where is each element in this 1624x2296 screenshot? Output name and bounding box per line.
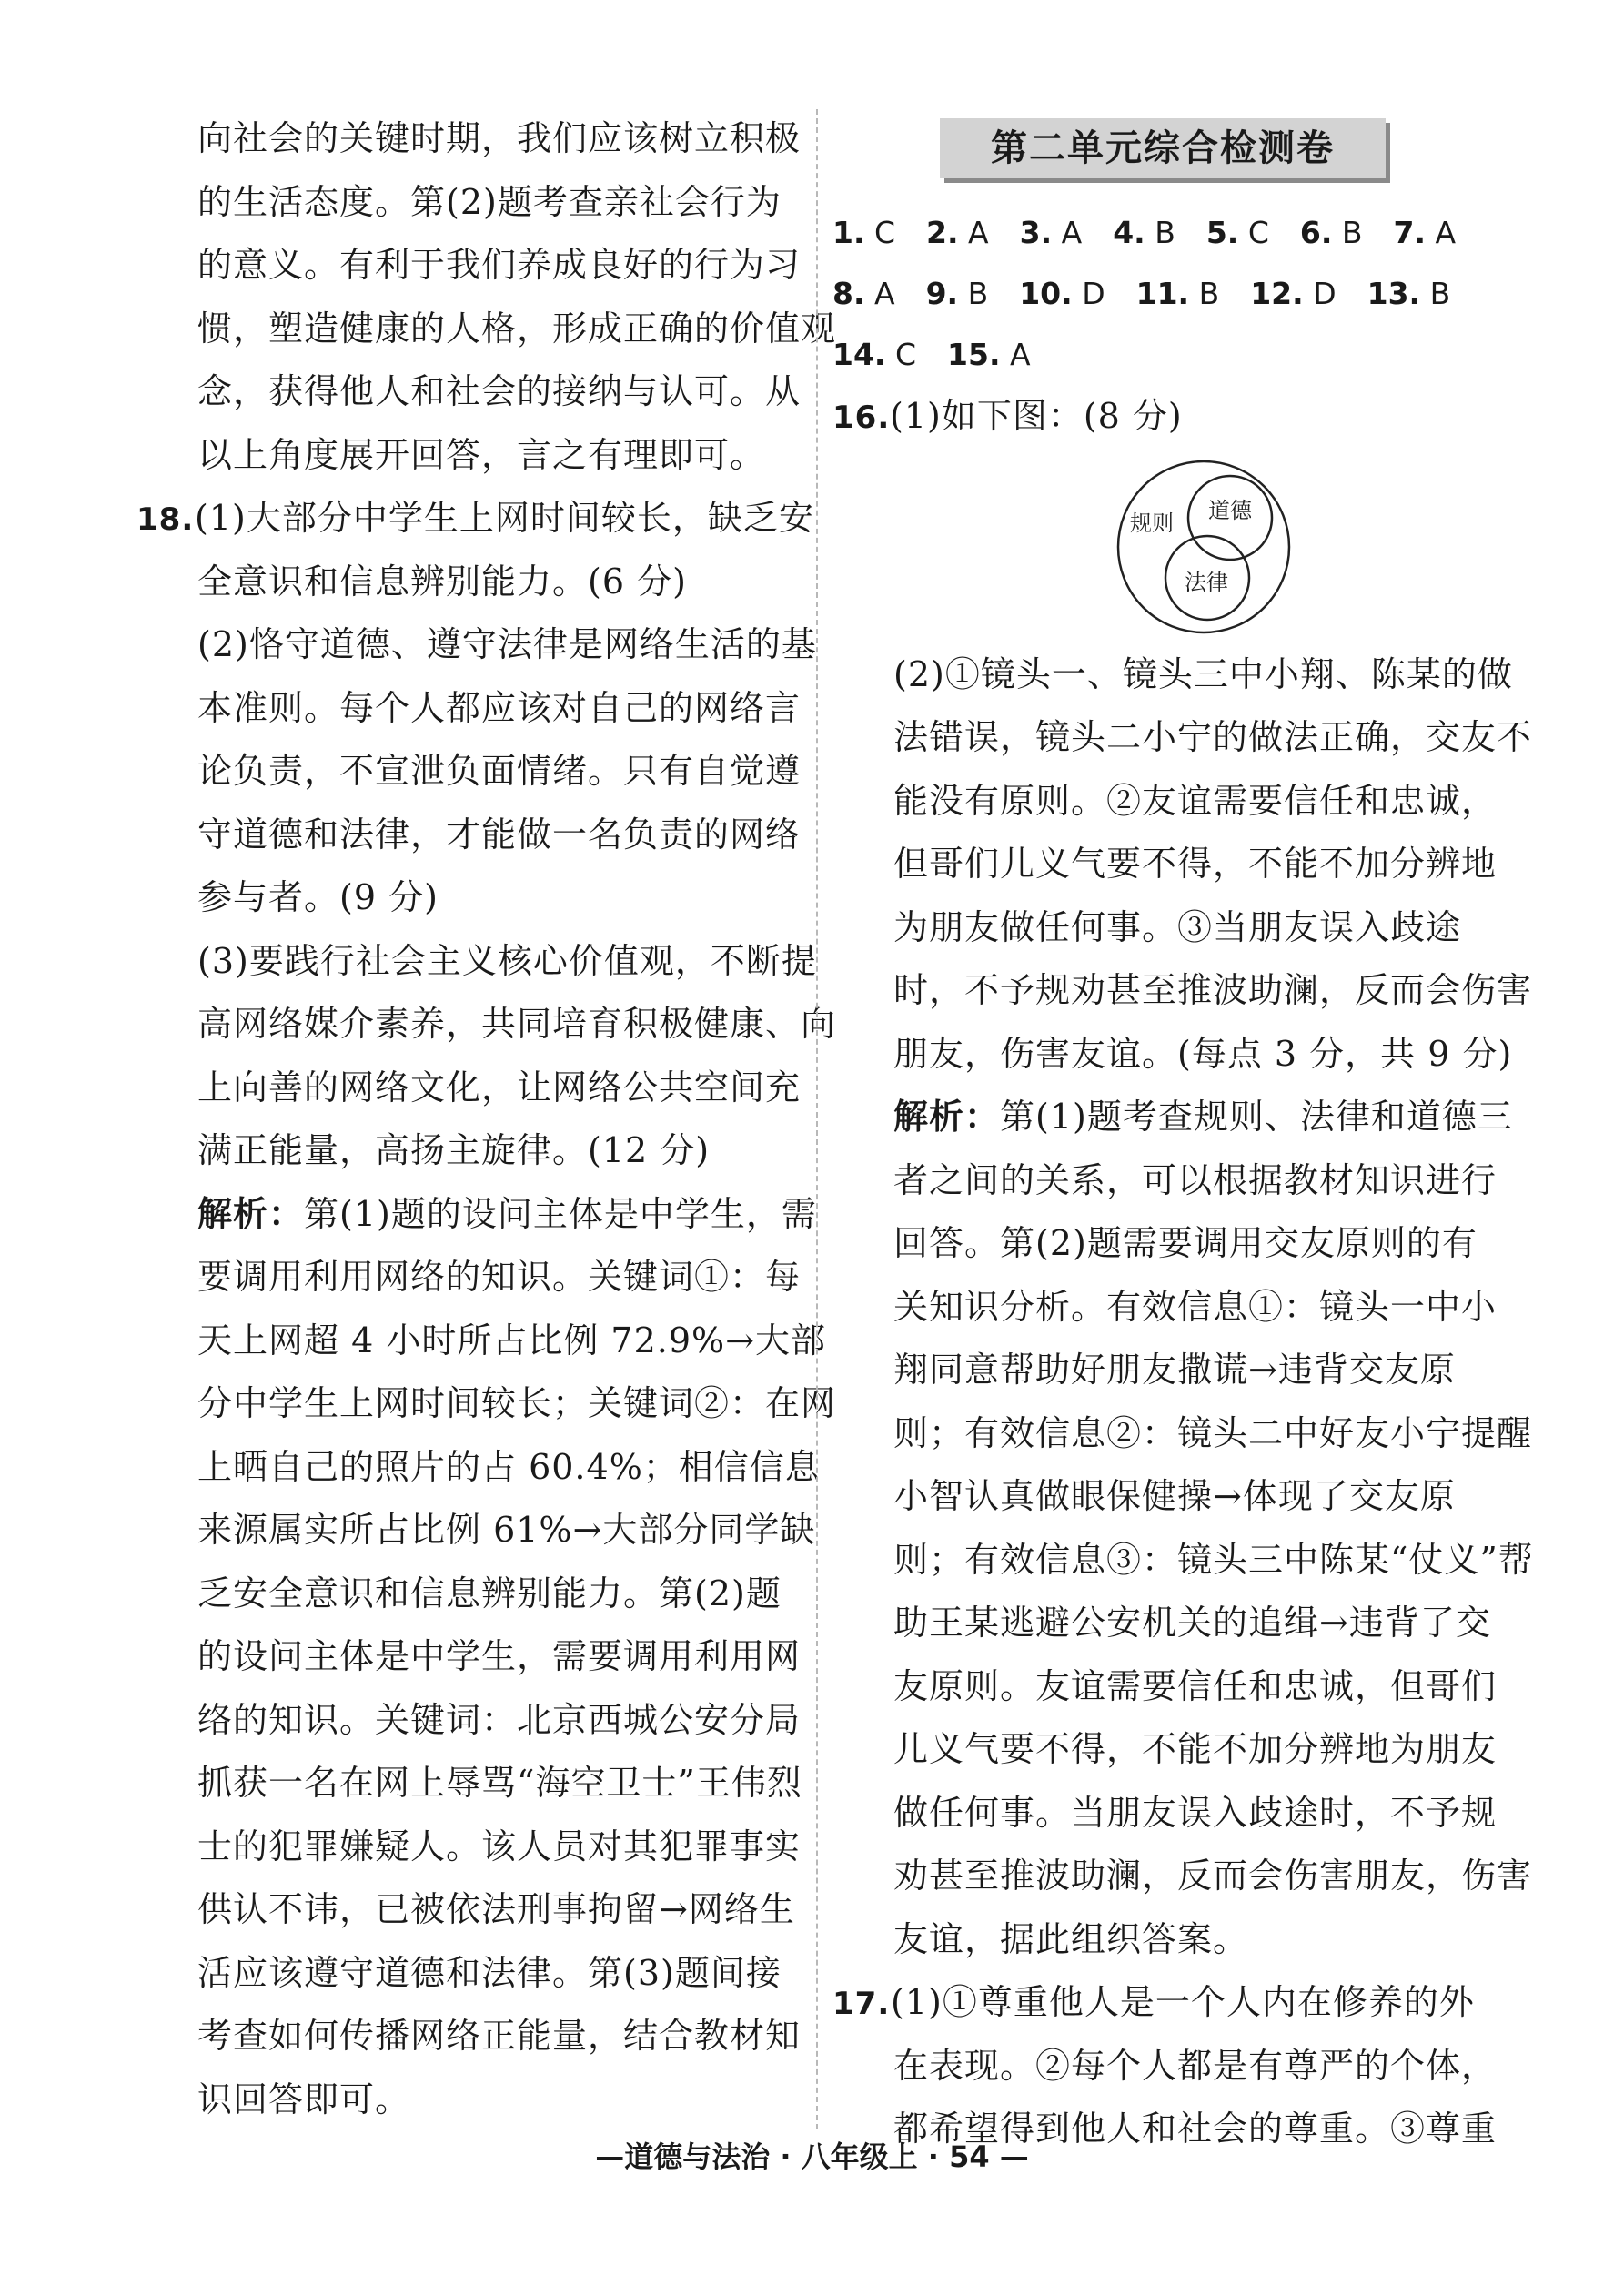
line-text: 供认不讳，已被依法刑事拘留→网络生: [197, 1889, 795, 1929]
text-line: [136, 1372, 837, 1436]
text-line: [136, 1057, 801, 1120]
answer-choice: A: [1061, 215, 1083, 250]
line-text: 助王某逃避公安机关的追缉→违背了交: [893, 1603, 1491, 1643]
line-text: 朋友，伤害友谊。(每点 3 分，共 9 分): [893, 1033, 1513, 1074]
line-text: 法错误，镜头二小宁的做法正确，交友不: [893, 717, 1533, 757]
text-line: [136, 1942, 801, 2006]
label-law: 法律: [1185, 569, 1228, 595]
venn-svg: [1110, 458, 1301, 640]
answer-item: [1019, 263, 1105, 324]
text-line: [136, 1119, 801, 1183]
text-line: [832, 643, 1513, 707]
answer-choice: B: [1429, 276, 1451, 311]
text-line: [832, 1655, 1498, 1719]
answer-number: 5.: [1205, 215, 1239, 250]
answer-item: [947, 324, 1031, 385]
line-text: 时，不予规劝甚至推波助澜，反而会伤害: [893, 970, 1533, 1010]
text-line: [136, 107, 801, 171]
line-text: 来源属实所占比例 61%→大部分同学缺: [197, 1510, 816, 1550]
line-text: 者之间的关系，可以根据教材知识进行: [893, 1159, 1498, 1200]
text-line: [136, 551, 801, 614]
line-text: 上向善的网络文化，让网络公共空间充: [197, 1067, 802, 1108]
line-text: 守道德和法律，才能做一名负责的网络: [197, 814, 802, 855]
text-line: [136, 613, 817, 677]
text-line: [832, 2035, 1498, 2099]
line-text: 翔同意帮助好朋友撒谎→违背交友原: [893, 1350, 1456, 1390]
line-text: 友谊，据此组织答案。: [893, 1918, 1249, 1959]
line-text: 都希望得到他人和社会的尊重。③尊重: [893, 2109, 1498, 2149]
text-line: [832, 1971, 1492, 2035]
text-line: [832, 1529, 1534, 1593]
answer-choice: B: [1198, 276, 1220, 311]
answer-item: [832, 324, 916, 385]
line-text: 关知识分析。有效信息①：镜头一中小: [893, 1286, 1498, 1327]
section-title-wrap: [832, 118, 1492, 191]
answer-number: 15.: [947, 337, 1001, 372]
answer-number: 10.: [1019, 276, 1073, 311]
text-line: [136, 171, 801, 235]
line-text: 活应该遵守道德和法律。第(3)题间接: [197, 1952, 782, 1993]
text-line: [136, 1499, 816, 1563]
line-text: 天上网超 4 小时所占比例 72.9%→大部: [197, 1320, 826, 1360]
answer-choice: B: [1155, 215, 1175, 250]
text-line: [136, 1625, 801, 1689]
line-text: 抓获一名在网上辱骂“海空卫士”王伟烈: [197, 1763, 802, 1803]
text-line: [136, 1878, 801, 1942]
answer-item: [1113, 202, 1175, 263]
text-line: [136, 1752, 801, 1816]
text-line: [136, 1310, 826, 1373]
text-line: [136, 360, 801, 424]
line-text: (3)要践行社会主义核心价值观，不断提: [197, 940, 817, 981]
answer-item: [1300, 202, 1363, 263]
section-title: 第二单元综合检测卷: [940, 118, 1386, 178]
answer-number: 3.: [1019, 215, 1053, 250]
answer-number: 12.: [1250, 276, 1304, 311]
text-line: [832, 959, 1533, 1023]
text-line: [832, 1402, 1533, 1466]
answer-choice: A: [968, 215, 989, 250]
line-text: 为朋友做任何事。③当朋友误入歧途: [893, 906, 1462, 947]
answer-item: [832, 202, 895, 263]
line-text: 但哥们儿义气要不得，不能不加分辨地: [893, 844, 1498, 884]
answer-choice: B: [967, 276, 989, 311]
answer-item: [1250, 263, 1336, 324]
answer-number: 6.: [1299, 215, 1333, 250]
line-text: 乏安全意识和信息辨别能力。第(2)题: [197, 1573, 782, 1613]
text-line: [832, 1465, 1492, 1529]
line-text: 本准则。每个人都应该对自己的网络言: [197, 687, 802, 728]
line-text: 识回答即可。: [197, 2079, 411, 2119]
answer-item: [926, 263, 989, 324]
text-line: [832, 1718, 1498, 1782]
text-line: [832, 1592, 1492, 1655]
right-lines: [832, 643, 1534, 2161]
answer-item: [1136, 263, 1220, 324]
text-line: [832, 896, 1492, 960]
left-column: [136, 107, 837, 2131]
answer-item: [926, 202, 989, 263]
answer-item: [1020, 202, 1083, 263]
text-line: [832, 770, 1498, 834]
line-text: 高网络媒介素养，共同培育积极健康、向: [197, 1004, 837, 1044]
page-footer: —道德与法治 · 八年级上 · 54 —: [595, 2139, 1029, 2174]
answer-choice: B: [1341, 215, 1363, 250]
q16-first-line: [832, 385, 1492, 449]
line-text: 的生活态度。第(2)题考查亲社会行为: [197, 181, 782, 222]
line-text: 第(1)题考查规则、法律和道德三: [1000, 1097, 1513, 1137]
answer-number: 13.: [1367, 276, 1421, 311]
text-line: [136, 1816, 801, 1879]
text-line: [136, 234, 801, 298]
answer-number: 14.: [832, 337, 886, 372]
line-text: 第(1)题的设问主体是中学生，需: [304, 1193, 817, 1234]
line-text: 上晒自己的照片的占 60.4%；相信信息: [197, 1446, 821, 1487]
line-text: 能没有原则。②友谊需要信任和忠诚，: [893, 780, 1498, 821]
line-text: 要调用利用网络的知识。关键词①：每: [197, 1257, 802, 1297]
answer-row: [832, 202, 1492, 263]
answer-number: 1.: [832, 215, 865, 250]
analysis-label: 解析：: [893, 1097, 1001, 1137]
text-line: [832, 1086, 1513, 1149]
line-text: (1)如下图：(8 分): [890, 396, 1183, 436]
line-text: 友原则。友谊需要信任和忠诚，但哥们: [893, 1665, 1498, 1706]
answer-choice: C: [874, 215, 896, 250]
text-line: [136, 1246, 801, 1310]
text-line: [832, 1845, 1533, 1908]
answer-number: 7.: [1393, 215, 1427, 250]
answer-number: 9.: [925, 276, 959, 311]
question-number: 18.: [136, 501, 195, 538]
line-text: 满正能量，高扬主旋律。(12 分): [197, 1130, 711, 1170]
text-line: [832, 1908, 1492, 1972]
text-line: [136, 2068, 801, 2132]
line-text: 论负责，不宣泄负面情绪。只有自觉遵: [197, 751, 802, 791]
text-line: [136, 930, 817, 994]
text-line: [136, 804, 801, 867]
line-text: 小智认真做眼保健操→体现了交友原: [893, 1476, 1456, 1516]
question-number: 17.: [832, 1986, 891, 2022]
line-text: 络的知识。关键词：北京西城公安分局: [197, 1699, 802, 1740]
line-text: (1)①尊重他人是一个人内在修养的外: [891, 1982, 1475, 2022]
text-line: [136, 487, 814, 551]
text-line: [832, 1276, 1498, 1340]
column-divider: [816, 109, 818, 2129]
line-text: 做任何事。当朋友误入歧途时，不予规: [893, 1792, 1498, 1833]
line-text: 以上角度展开回答，言之有理即可。: [197, 434, 766, 475]
text-line: [136, 1183, 817, 1247]
answer-choice: A: [1435, 215, 1457, 250]
outer-circle-rules: [1118, 461, 1289, 632]
answer-row: [832, 263, 1492, 324]
answer-number: 2.: [926, 215, 959, 250]
text-line: [136, 677, 801, 741]
line-text: 在表现。②每个人都是有尊严的个体，: [893, 2045, 1498, 2086]
text-line: [136, 2005, 801, 2068]
answer-number: 4.: [1113, 215, 1145, 250]
label-rules: 规则: [1130, 510, 1174, 536]
text-line: [832, 833, 1498, 896]
line-text: 惯，塑造健康的人格，形成正确的价值观: [197, 308, 837, 349]
line-text: 士的犯罪嫌疑人。该人员对其犯罪事实: [197, 1826, 802, 1866]
line-text: 则；有效信息②：镜头二中好友小宁提醒: [893, 1412, 1533, 1453]
answer-choice: C: [1247, 215, 1269, 250]
text-line: [136, 298, 837, 361]
line-text: 参与者。(9 分): [197, 877, 439, 917]
answer-key: [832, 202, 1492, 385]
line-text: 的设问主体是中学生，需要调用利用网: [197, 1636, 802, 1676]
answer-choice: C: [894, 337, 917, 372]
answer-item: [1394, 202, 1457, 263]
answer-item: [1367, 263, 1451, 324]
text-line: [136, 1689, 801, 1753]
text-line: [136, 424, 801, 488]
question-number: 16.: [832, 400, 891, 436]
line-text: (2)①镜头一、镜头三中小翔、陈某的做: [893, 653, 1513, 694]
line-text: 劝甚至推波助澜，反而会伤害朋友，伤害: [893, 1856, 1533, 1896]
answer-choice: D: [1082, 276, 1105, 311]
line-text: 考查如何传播网络正能量，结合教材知: [197, 2016, 802, 2056]
answer-number: 8.: [832, 276, 865, 311]
answer-choice: A: [874, 276, 895, 311]
line-text: 念，获得他人和社会的接纳与认可。从: [197, 371, 802, 411]
line-text: 的意义。有利于我们养成良好的行为习: [197, 245, 802, 285]
line-text: (1)大部分中学生上网时间较长，缺乏安: [195, 498, 814, 538]
answer-row: [832, 324, 1492, 385]
text-line: [832, 1339, 1492, 1402]
text-line: [136, 1436, 821, 1500]
label-morality: 道德: [1208, 497, 1252, 523]
text-line: [136, 1563, 801, 1626]
text-line: [136, 993, 837, 1057]
text-line: [832, 1149, 1498, 1213]
answer-choice: A: [1009, 337, 1031, 372]
text-line: [832, 1782, 1498, 1846]
line-text: (2)恪守道德、遵守法律是网络生活的基: [197, 624, 817, 664]
answer-item: [1206, 202, 1269, 263]
text-line: [136, 740, 801, 804]
answer-choice: D: [1313, 276, 1337, 311]
line-text: 儿义气要不得，不能不加分辨地为朋友: [893, 1729, 1498, 1769]
line-text: 全意识和信息辨别能力。(6 分): [197, 561, 687, 602]
text-line: [832, 706, 1533, 770]
right-column: [832, 118, 1534, 2161]
line-text: 回答。第(2)题需要调用交友原则的有: [893, 1223, 1478, 1263]
line-text: 向社会的关键时期，我们应该树立积极: [197, 118, 802, 158]
text-line: [136, 866, 801, 930]
line-text: 分中学生上网时间较长；关键词②：在网: [197, 1383, 837, 1423]
answer-number: 11.: [1135, 276, 1190, 311]
line-text: 则；有效信息③：镜头三中陈某“仗义”帮: [893, 1539, 1534, 1580]
analysis-label: 解析：: [197, 1193, 305, 1234]
text-line: [832, 1212, 1492, 1276]
text-line: [832, 1023, 1513, 1087]
answer-item: [832, 263, 895, 324]
venn-diagram: [832, 452, 1492, 643]
